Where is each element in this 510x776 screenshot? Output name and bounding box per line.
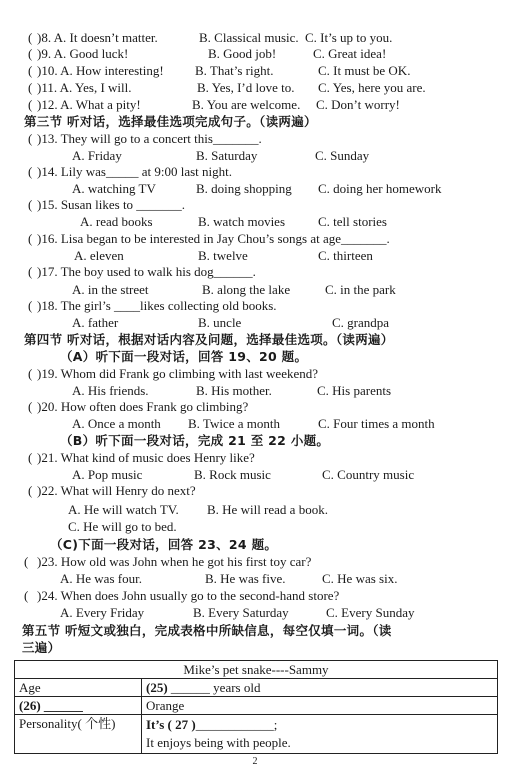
answer-paren: ( bbox=[28, 63, 33, 78]
section-5-heading-cont: 三遍） bbox=[22, 640, 61, 655]
question-24-options bbox=[0, 604, 510, 622]
option-b: B. uncle bbox=[198, 315, 242, 330]
answer-paren: ( bbox=[28, 131, 33, 146]
option-b: B. along the lake bbox=[202, 282, 291, 297]
option-b: B. Every Saturday bbox=[193, 605, 289, 620]
section-5-heading: 第五节 听短文或独白，完成表格中所缺信息，每空仅填一词。（读 bbox=[22, 623, 392, 638]
row-label-age: Age bbox=[15, 679, 142, 697]
option-c: C. doing her homework bbox=[318, 181, 442, 196]
option-c: C. Yes, here you are. bbox=[318, 80, 426, 95]
option-b: B. He was five. bbox=[205, 571, 286, 586]
option-a: A. in the street bbox=[72, 282, 149, 297]
option-c: C. Sunday bbox=[315, 148, 370, 163]
option-c: C. Great idea! bbox=[313, 46, 387, 61]
option-c: C. He was six. bbox=[322, 571, 398, 586]
option-b: B. twelve bbox=[198, 248, 248, 263]
answer-paren: ( bbox=[24, 554, 29, 569]
question-13 bbox=[0, 130, 510, 148]
option-a: A. He was four. bbox=[60, 571, 142, 586]
question-stem: )11. A. Yes, I will. bbox=[37, 80, 132, 95]
blank-27-text: ____________; bbox=[195, 717, 278, 732]
question-22 bbox=[0, 482, 510, 500]
question-23 bbox=[0, 553, 510, 571]
option-b: B. Twice a month bbox=[188, 416, 281, 431]
question-20 bbox=[0, 398, 510, 416]
section-3-heading: 第三节 听对话，选择最佳选项完成句子。（读两遍） bbox=[24, 114, 317, 129]
question-24 bbox=[0, 587, 510, 605]
option-c: C. tell stories bbox=[318, 214, 387, 229]
answer-paren: ( bbox=[28, 197, 33, 212]
question-16 bbox=[0, 230, 510, 248]
question-stem: )9. A. Good luck! bbox=[37, 46, 129, 61]
answer-paren: ( bbox=[28, 298, 33, 313]
option-b: B. Classical music. bbox=[199, 30, 299, 45]
option-a: A. His friends. bbox=[72, 383, 149, 398]
question-stem: )10. A. How interesting! bbox=[37, 63, 164, 78]
question-22-options-c bbox=[0, 518, 510, 536]
table-row bbox=[15, 679, 498, 697]
option-a: A. watching TV bbox=[72, 181, 156, 196]
part-c-heading: （C)下面一段对话，回答 23、24 题。 bbox=[50, 537, 278, 552]
table-title: Mike’s pet snake----Sammy bbox=[15, 661, 498, 679]
answer-paren: ( bbox=[28, 399, 33, 414]
option-c: C. He will go to bed. bbox=[68, 519, 177, 534]
option-a: A. eleven bbox=[74, 248, 124, 263]
option-b: B. doing shopping bbox=[196, 181, 292, 196]
question-18-options bbox=[0, 314, 510, 332]
part-a-heading: （A）听下面一段对话，回答 19、20 题。 bbox=[60, 349, 308, 364]
option-b: B. Yes, I’d love to. bbox=[197, 80, 295, 95]
blank-number-25: (25) bbox=[146, 680, 168, 695]
question-15-options bbox=[0, 213, 510, 231]
question-9 bbox=[0, 45, 510, 63]
option-c: C. Don’t worry! bbox=[316, 97, 400, 112]
question-stem: )13. They will go to a concert this_______. bbox=[37, 131, 262, 146]
option-c: C. thirteen bbox=[318, 248, 373, 263]
option-a: A. Pop music bbox=[72, 467, 143, 482]
option-c: C. in the park bbox=[325, 282, 396, 297]
table-row bbox=[15, 661, 498, 679]
question-stem: )16. Lisa began to be interested in Jay Chou’s songs at age_______. bbox=[37, 231, 390, 246]
option-b: B. Good job! bbox=[208, 46, 277, 61]
question-20-options bbox=[0, 415, 510, 433]
question-18 bbox=[0, 297, 510, 315]
question-21 bbox=[0, 449, 510, 467]
option-c: C. grandpa bbox=[332, 315, 390, 330]
option-c: C. Four times a month bbox=[318, 416, 435, 431]
option-c: C. Country music bbox=[322, 467, 415, 482]
table-row bbox=[15, 697, 498, 715]
table-row bbox=[15, 715, 498, 754]
row-label-blank-26: (26) ______ bbox=[15, 697, 142, 715]
answer-paren: ( bbox=[28, 46, 33, 61]
question-stem: )24. When does John usually go to the second-hand store? bbox=[37, 588, 340, 603]
blank-25-text: ______ years old bbox=[167, 680, 261, 695]
question-12 bbox=[0, 96, 510, 114]
option-a: A. Friday bbox=[72, 148, 122, 163]
option-b: B. His mother. bbox=[196, 383, 272, 398]
section-4-heading: 第四节 听对话，根据对话内容及问题，选择最佳选项。（读两遍） bbox=[24, 332, 394, 347]
answer-paren: ( bbox=[28, 164, 33, 179]
option-a: A. He will watch TV. bbox=[68, 502, 179, 517]
answer-paren: ( bbox=[28, 264, 33, 279]
question-15 bbox=[0, 196, 510, 214]
option-b: B. watch movies bbox=[198, 214, 286, 229]
question-19 bbox=[0, 365, 510, 383]
question-14 bbox=[0, 163, 510, 181]
option-b: B. You are welcome. bbox=[192, 97, 301, 112]
question-17 bbox=[0, 263, 510, 281]
option-c: C. It’s up to you. bbox=[305, 30, 393, 45]
option-b: B. That’s right. bbox=[195, 63, 274, 78]
page-number: 2 bbox=[252, 756, 258, 767]
answer-paren: ( bbox=[28, 450, 33, 465]
personality-line-1 bbox=[146, 716, 493, 734]
row-value-personality bbox=[142, 715, 498, 754]
option-a: A. read books bbox=[80, 214, 153, 229]
question-stem: )23. How old was John when he got his first toy car? bbox=[37, 554, 312, 569]
row-label-personality: Personality( 个性) bbox=[15, 715, 142, 754]
question-10 bbox=[0, 62, 510, 80]
part-b-heading: （B）听下面一段对话，完成 21 至 22 小题。 bbox=[60, 433, 330, 448]
option-c: C. His parents bbox=[317, 383, 392, 398]
option-c: C. Every Sunday bbox=[326, 605, 415, 620]
blank-number-27: It’s ( 27 ) bbox=[146, 717, 196, 732]
question-23-options bbox=[0, 570, 510, 588]
question-stem: )22. What will Henry do next? bbox=[37, 483, 196, 498]
question-stem: )15. Susan likes to _______. bbox=[37, 197, 186, 212]
personality-line-2: It enjoys being with people. bbox=[146, 735, 291, 750]
option-a: A. Every Friday bbox=[60, 605, 145, 620]
option-b: B. Rock music bbox=[194, 467, 271, 482]
question-stem: )8. A. It doesn’t matter. bbox=[37, 30, 158, 45]
row-value-age bbox=[142, 679, 498, 697]
answer-paren: ( bbox=[28, 231, 33, 246]
question-11 bbox=[0, 79, 510, 97]
question-stem: )20. How often does Frank go climbing? bbox=[37, 399, 249, 414]
option-b: B. He will read a book. bbox=[207, 502, 328, 517]
question-stem: )12. A. What a pity! bbox=[37, 97, 141, 112]
question-stem: )21. What kind of music does Henry like? bbox=[37, 450, 255, 465]
question-stem: )14. Lily was_____ at 9:00 last night. bbox=[37, 164, 232, 179]
answer-paren: ( bbox=[24, 588, 29, 603]
answer-paren: ( bbox=[28, 30, 33, 45]
option-a: A. Once a month bbox=[72, 416, 161, 431]
question-stem: )17. The boy used to walk his dog______. bbox=[37, 264, 256, 279]
info-table bbox=[14, 660, 498, 754]
question-22-options-ab bbox=[0, 501, 510, 519]
answer-paren: ( bbox=[28, 97, 33, 112]
row-value-color: Orange bbox=[142, 697, 498, 715]
answer-paren: ( bbox=[28, 80, 33, 95]
option-b: B. Saturday bbox=[196, 148, 258, 163]
question-stem: )18. The girl’s ____likes collecting old books. bbox=[37, 298, 277, 313]
option-c: C. It must be OK. bbox=[318, 63, 411, 78]
option-a: A. father bbox=[72, 315, 119, 330]
answer-paren: ( bbox=[28, 483, 33, 498]
question-stem: )19. Whom did Frank go climbing with last weekend? bbox=[37, 366, 319, 381]
answer-paren: ( bbox=[28, 366, 33, 381]
